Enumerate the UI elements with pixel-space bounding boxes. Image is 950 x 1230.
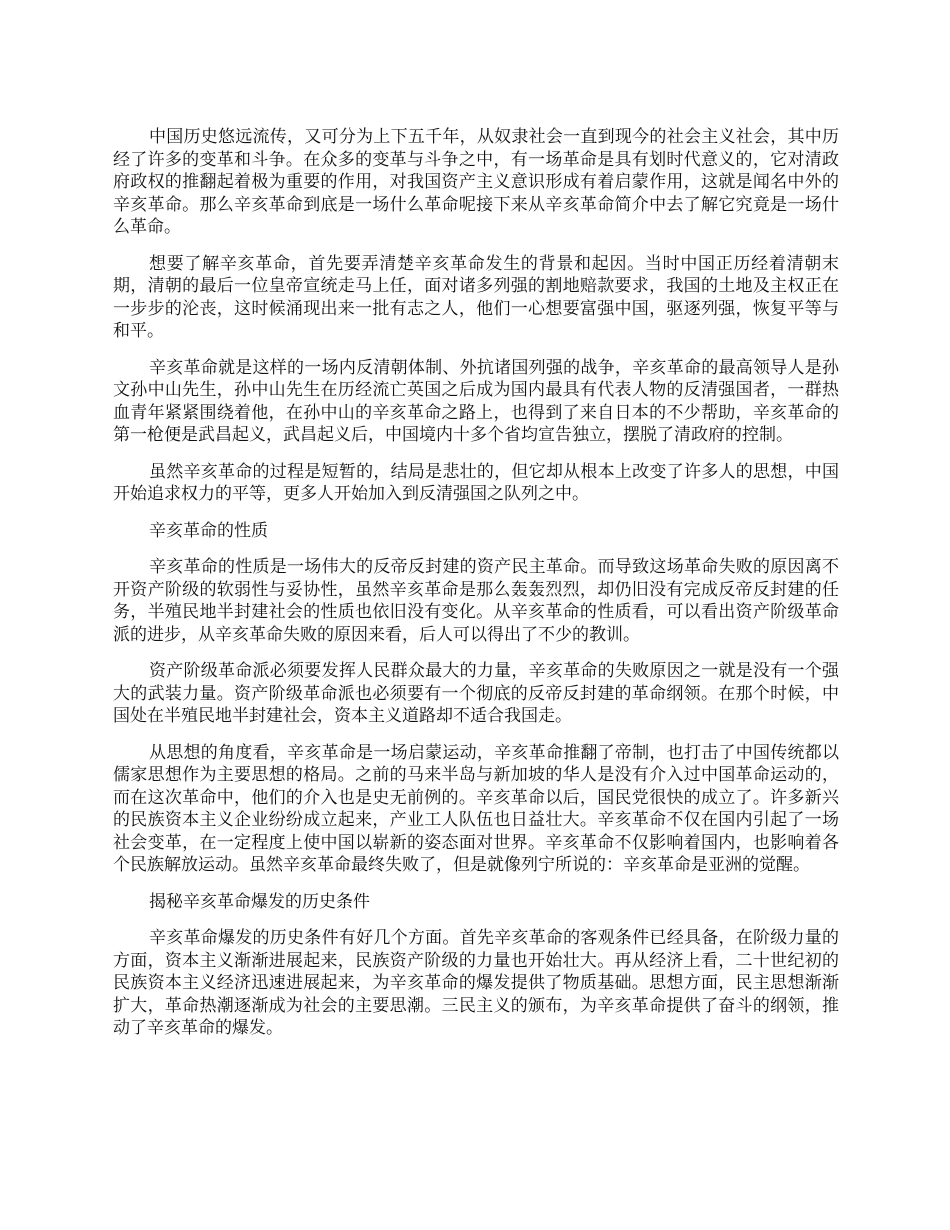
- paragraph-enlightenment: 从思想的角度看，辛亥革命是一场启蒙运动，辛亥革命推翻了帝制，也打击了中国传统都以儒家思想作为主要思想的格局。之前的马来半岛与新加坡的华人是没有介入过中国革命运动的，而在这次革命中，他们的介入也是史无前例的。辛亥革命以后，国民党很快的成立了。许多新兴的民族资本主义企业纷纷成立起来，产业工人队伍也日益壮大。辛亥革命不仅在国内引起了一场社会变革，在一定程度上使中国以崭新的姿态面对世界。辛亥革命不仅影响着国内，也影响着各个民族解放运动。虽然辛亥革命最终失败了，但是就像列宁所说的：辛亥革命是亚洲的觉醒。: [113, 742, 839, 875]
- section-heading-conditions: 揭秘辛亥革命爆发的历史条件: [149, 891, 370, 912]
- paragraph-conditions: 辛亥革命爆发的历史条件有好几个方面。首先辛亥革命的客观条件已经具备，在阶级力量的方面，资本主义渐渐进展起来，民族资产阶级的力量也开始壮大。再从经济上看，二十世纪初的民族资本主义经济迅速进展起来，为辛亥革命的爆发提供了物质基础。思想方面，民主思想渐渐扩大，革命热潮逐渐成为社会的主要思潮。三民主义的颁布，为辛亥革命提供了奋斗的纲领，推动了辛亥革命的爆发。: [113, 928, 839, 1038]
- paragraph-intro: 中国历史悠远流传，又可分为上下五千年，从奴隶社会一直到现今的社会主义社会，其中历经了许多的变革和斗争。在众多的变革与斗争之中，有一场革命是具有划时代意义的，它对清政府政权的推翻起着极为重要的作用，对我国资产主义意识形成有着启蒙作用，这就是闻名中外的辛亥革命。那么辛亥革命到底是一场什么革命呢接下来从辛亥革命简介中去了解它究竟是一场什么革命。: [113, 127, 839, 237]
- section-heading-nature: 辛亥革命的性质: [149, 520, 268, 541]
- paragraph-leadership: 辛亥革命就是这样的一场内反清朝体制、外抗诸国列强的战争，辛亥革命的最高领导人是孙文孙中山先生，孙中山先生在历经流亡英国之后成为国内最具有代表人物的反清强国者，一群热血青年紧紧围绕着他，在孙中山的辛亥革命之路上，也得到了来自日本的不少帮助，辛亥革命的第一枪便是武昌起义，武昌起义后，中国境内十多个省均宣告独立，摆脱了清政府的控制。: [113, 357, 839, 445]
- paragraph-lessons: 资产阶级革命派必须要发挥人民群众最大的力量，辛亥革命的失败原因之一就是没有一个强大的武装力量。资产阶级革命派也必须要有一个彻底的反帝反封建的革命纲领。在那个时候，中国处在半殖民地半封建社会，资本主义道路却不适合我国走。: [113, 661, 839, 726]
- document-page: [113, 126, 839, 1054]
- paragraph-nature: 辛亥革命的性质是一场伟大的反帝反封建的资产民主革命。而导致这场革命失败的原因离不开资产阶级的软弱性与妥协性，虽然辛亥革命是那么轰轰烈烈，却仍旧没有完成反帝反封建的任务，半殖民地半封建社会的性质也依旧没有变化。从辛亥革命的性质看，可以看出资产阶级革命派的进步，从辛亥革命失败的原因来看，后人可以得出了不少的教训。: [113, 557, 839, 645]
- paragraph-background: 想要了解辛亥革命，首先要弄清楚辛亥革命发生的背景和起因。当时中国正历经着清朝末期，清朝的最后一位皇帝宣统走马上任，面对诸多列强的割地赔款要求，我国的土地及主权正在一步步的沦丧，这时候涌现出来一批有志之人，他们一心想要富强中国，驱逐列强，恢复平等与和平。: [113, 253, 839, 341]
- paragraph-impact: 虽然辛亥革命的过程是短暂的，结局是悲壮的，但它却从根本上改变了许多人的思想，中国开始追求权力的平等，更多人开始加入到反清强国之队列之中。: [113, 461, 839, 504]
